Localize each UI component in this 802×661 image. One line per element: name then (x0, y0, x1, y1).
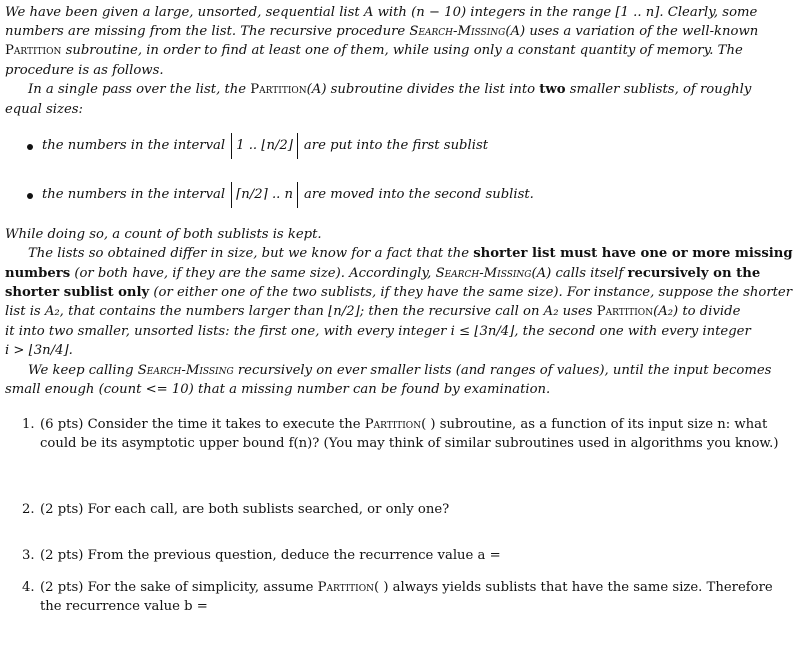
question-number: 2. (22, 502, 35, 517)
procedure-name: Partition (317, 580, 374, 595)
intro-line-2 (5, 22, 758, 41)
question-4 (22, 578, 773, 597)
question-number: 4. (22, 580, 35, 595)
bullet-dot (27, 193, 33, 199)
procedure-name: Partition (596, 304, 654, 319)
emphasis: two (539, 82, 566, 97)
question-number: 1. (22, 417, 35, 432)
text: the numbers in the interval (42, 138, 226, 153)
text: numbers are missing from the list. The recursive procedure (5, 24, 410, 39)
text: subroutine, in order to find at least one of them, while using only a constant quantity of memory. The (61, 43, 743, 58)
text: In a single pass over the list, the (28, 82, 251, 97)
emphasis: shorter list must have one or more missing (473, 246, 793, 261)
para2-line-2 (5, 100, 83, 119)
text: the numbers in the interval (42, 187, 226, 202)
text: the recurrence value b = (40, 599, 208, 614)
para3-line-3 (5, 264, 760, 283)
para3-line-2 (28, 244, 793, 263)
text: are put into the first sublist (303, 138, 489, 153)
text: (or both have, if they are the same size). Accordingly, (70, 266, 436, 281)
procedure-name: Search-Missing (137, 363, 234, 378)
para3-line-6 (5, 322, 751, 341)
text: (A) uses a variation of the well-known (505, 24, 759, 39)
text: i > ⌊3n/4⌋. (5, 343, 73, 358)
text: While doing so, a count of both sublists is kept. (5, 227, 322, 242)
bullet-item-2 (42, 177, 534, 213)
interval: ⌈n/2⌉ .. n (231, 182, 298, 208)
procedure-name: Partition (364, 417, 422, 432)
text: The lists so obtained differ in size, but we know for a fact that the (28, 246, 474, 261)
text: We keep calling (28, 363, 138, 378)
para3-line-5 (5, 302, 740, 321)
para2-line-1 (28, 80, 751, 99)
text: procedure is as follows. (5, 63, 164, 78)
text: (A) subroutine divides the list into (306, 82, 540, 97)
para3-line-7 (5, 341, 73, 360)
emphasis: numbers (5, 266, 71, 281)
procedure-name: Partition (5, 43, 62, 58)
text: (6 pts) Consider the time it takes to execute the (40, 417, 365, 432)
text: list is A₂, that contains the numbers larger than ⌊n/2⌋; then the recursive call on A₂ uses (5, 304, 597, 319)
text: equal sizes: (5, 102, 83, 117)
question-1-line-2 (40, 434, 779, 453)
question-1 (22, 415, 767, 434)
text: small enough (count <= 10) that a missing number can be found by examination. (5, 382, 551, 397)
text: are moved into the second sublist. (304, 187, 534, 202)
intro-line-4 (5, 61, 164, 80)
question-3 (22, 546, 501, 565)
question-4-line-2 (40, 597, 208, 616)
text: smaller sublists, of roughly (565, 82, 752, 97)
bullet-dot (27, 144, 33, 150)
text: it into two smaller, unsorted lists: the first one, with every integer i ≤ ⌊3n/4⌋, the second one with every integer (5, 324, 751, 339)
para3-line-1 (5, 225, 322, 244)
text: ( ) always yields sublists that have the same size. Therefore (373, 580, 773, 595)
text: recursively on ever smaller lists (and ranges of values), until the input becomes (233, 363, 772, 378)
question-number: 3. (22, 548, 35, 563)
intro-line-3 (5, 41, 743, 60)
text: ( ) subroutine, as a function of its input size n: what (421, 417, 768, 432)
interval: 1 .. ⌊n/2⌋ (231, 133, 298, 159)
intro-line-1 (5, 3, 757, 22)
para4-line-2 (5, 380, 550, 399)
question-2 (22, 500, 449, 519)
emphasis: recursively on the (627, 266, 761, 281)
emphasis: shorter sublist only (5, 285, 150, 300)
text: We have been given a large, unsorted, sequential list A with (n − 10) integers in the range [1 .. n]. Clearly, some (5, 5, 758, 20)
text: (2 pts) For each call, are both sublists searched, or only one? (40, 502, 450, 517)
text: (A₂) to divide (653, 304, 741, 319)
procedure-name: Search-Missing (435, 266, 532, 281)
procedure-name: Search-Missing (409, 24, 506, 39)
text: (2 pts) For the sake of simplicity, assume (40, 580, 318, 595)
bullet-item-1 (42, 128, 488, 164)
text: (or either one of the two sublists, if they have the same size). For instance, suppose the shorter (149, 285, 793, 300)
text: (2 pts) From the previous question, deduce the recurrence value a = (40, 548, 501, 563)
para4-line-1 (28, 361, 771, 380)
text: (A) calls itself (531, 266, 628, 281)
procedure-name: Partition (250, 82, 307, 97)
text: could be its asymptotic upper bound f(n)? (You may think of similar subroutines used in algorithms you know.) (40, 436, 779, 451)
para3-line-4 (5, 283, 792, 302)
